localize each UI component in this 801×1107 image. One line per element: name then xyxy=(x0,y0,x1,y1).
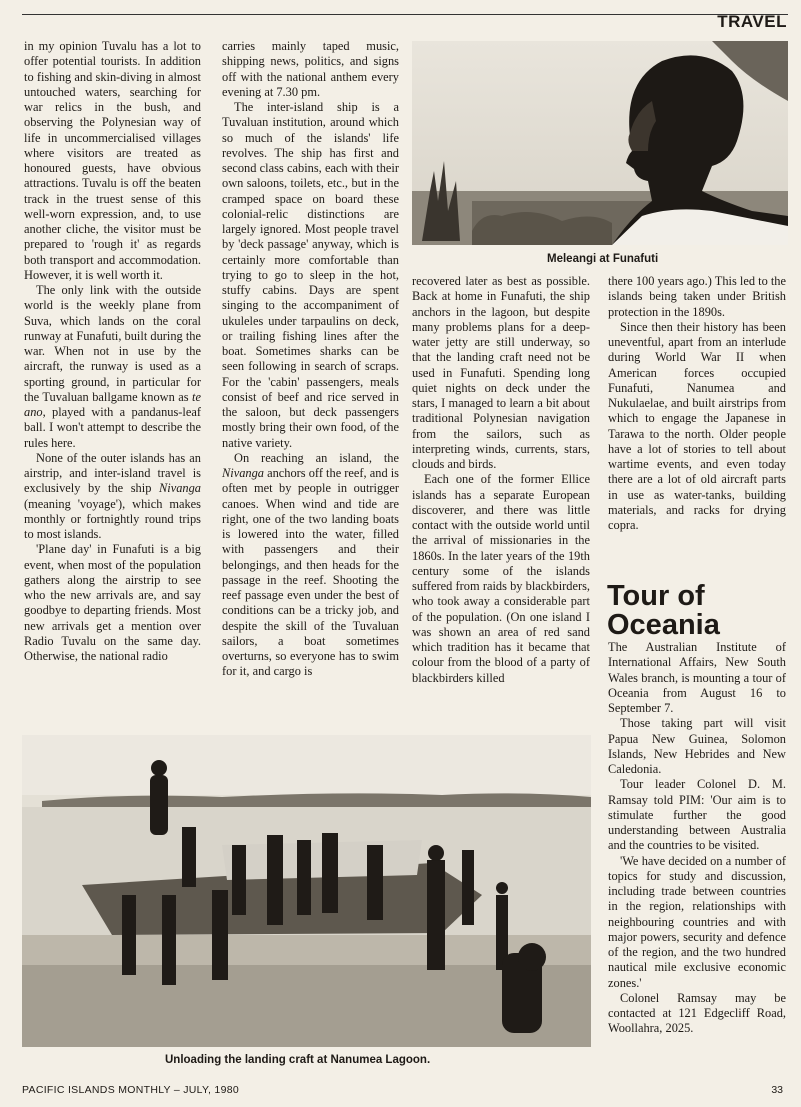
article-column-3 xyxy=(412,274,590,686)
paragraph: recovered later as best as possible. Back at home in Funafuti, the ship anchors in the lagoon, but despite many problems plans for a deep-water jetty are still underway, so that the landing craft need not be used in Funafuti. Spending long quiet nights on deck under the stars, I managed to learn a bit about traditional Polynesian navigation from the sailors, such as interpreting winds, currents, stars, clouds and birds. xyxy=(412,274,590,471)
sidebar-headline: Tour of Oceania xyxy=(607,580,720,641)
caption-meleangi: Meleangi at Funafuti xyxy=(547,253,659,265)
paragraph: Each one of the former Ellice islands has a separate European discoverer, and there was little contact with the outside world until the arrival of missionaries in the 1860s. In the later years of the 19th century some of the islands suffered from raids by blackbirders, who took away a considerable part of the population. (On one island I was shown an area of red sand which tradition has it became that colour from the blood of a party of blackbirders killed xyxy=(412,472,590,685)
paragraph: in my opinion Tuvalu has a lot to offer potential tourists. In addition to fishing and skin-diving in almost untouched waters, searching for war relics in the bush, and observing the Polynesian way of life in uncommercialised villages where visitors are treated as honoured guests, have obvious attractions. Tuvalu is off the beaten track in the truest sense of this well-worn expression, and, to use another cliche, the visitor must be prepared to 'rough it' as regards both transport and accommodation. However, it is well worth it. xyxy=(24,39,201,282)
landing-craft-photo-illustration xyxy=(22,735,591,1047)
footer-publication: PACIFIC ISLANDS MONTHLY – JULY, 1980 xyxy=(22,1084,239,1096)
paragraph: On reaching an island, the Nivanga anchors off the reef, and is often met by people in outrigger canoes. When wind and tide are right, one of the two landing boats is lowered into the water, filled with passengers and their belongings, and then heads for the passage in the reef. Shooting the reef passage even under the best of conditions can be a tricky job, and despite the skill of the Tuvaluan sailors, a boat sometimes overturns, so everyone has to swim for it, and cargo is xyxy=(222,450,399,679)
paragraph: Since then their history has been uneventful, apart from an interlude during World War II when American forces occupied Funafuti, Nanumea and Nukulaelae, and built airstrips from which to engage the Japanese in Tarawa to the north. Older people have a lot of stories to tell about wartime events, and even today there are a lot of old aircraft parts in use as water-tanks, building materials, and racks for drying copra. xyxy=(608,319,786,532)
photo-meleangi xyxy=(412,41,788,245)
article-column-4 xyxy=(608,274,786,533)
portrait-photo-illustration xyxy=(412,41,788,245)
paragraph: there 100 years ago.) This led to the islands being taken under British protection in the 1890s. xyxy=(608,274,787,319)
paragraph: None of the outer islands has an airstrip, and inter-island travel is exclusively by the ship Nivanga (meaning 'voyage'), which makes monthly or fortnightly round trips to most islands. xyxy=(24,450,201,541)
paragraph: The only link with the outside world is the weekly plane from Suva, which lands on the coral runway at Funafuti, built during the war. When not in use by the aircraft, the runway is used as a sporting ground, in particular for the Tuvaluan ballgame known as te ano, played with a pandanus-leaf ball. I won't attempt to describe the rules here. xyxy=(24,283,201,450)
header-rule xyxy=(22,14,788,15)
paragraph: Colonel Ramsay may be contacted at 121 Edgecliff Road, Woollahra, 2025. xyxy=(608,990,786,1036)
paragraph: Tour leader Colonel D. M. Ramsay told PIM: 'Our aim is to stimulate further the good understanding between Australia and the countries to be visited. xyxy=(608,777,786,853)
caption-landing-craft: Unloading the landing craft at Nanumea Lagoon. xyxy=(165,1054,431,1066)
photo-landing-craft xyxy=(22,735,591,1047)
article-column-1 xyxy=(24,39,201,664)
paragraph: The inter-island ship is a Tuvaluan institution, around which so much of the islands' life revolves. The ship has first and second class cabins, each with their own saloons, toilets, etc., but in the cramped space on board these colonial-relic distinctions are largely ignored. Most people travel by 'deck passage' anyway, which is certainly more comfortable than trying to go to sleep in the hot, stuffy cabins. Days are spent singing to the accompaniment of ukuleles under tarpaulins on deck, or trailing fishing lines after the boat. Sometimes sharks can be seen following in search of scraps. For the 'cabin' passengers, meals consist of beef and rice served in the saloon, but deck passengers mostly bring their own food, of the native variety. xyxy=(222,100,399,450)
paragraph: The Australian Institute of International Affairs, New South Wales branch, is mounting a tour of Oceania from August 16 to September 7. xyxy=(608,640,786,715)
page-number: 33 xyxy=(771,1084,783,1096)
paragraph: Those taking part will visit Papua New Guinea, Solomon Islands, New Hebrides and New Caledonia. xyxy=(608,716,786,776)
paragraph: 'We have decided on a number of topics for study and discussion, including trade between countries in the region, relationships with neighbouring countries and with major powers, security and defence of the region, and the two hundred nautical mile exclusive economic zones.' xyxy=(608,853,786,990)
paragraph: carries mainly taped music, shipping news, politics, and signs off with the national anthem every evening at 7.30 pm. xyxy=(222,39,399,99)
section-label: TRAVEL xyxy=(717,12,787,31)
article-column-2 xyxy=(222,39,399,680)
paragraph: 'Plane day' in Funafuti is a big event, when most of the population gathers along the airstrip to see who the new arrivals are, and say goodbye to departing friends. Most new arrivals get a mention over Radio Tuvalu on the same day. Otherwise, the national radio xyxy=(24,542,201,663)
sidebar-body xyxy=(608,640,786,1037)
